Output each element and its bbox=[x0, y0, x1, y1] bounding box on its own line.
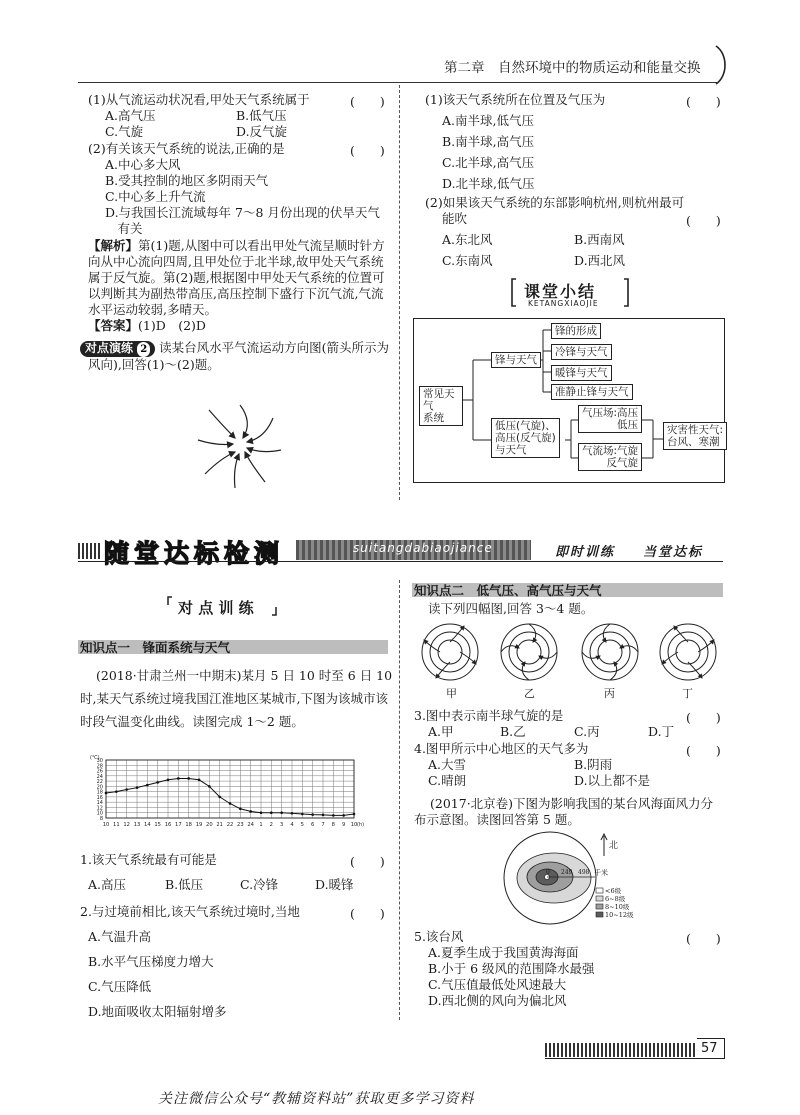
q2-option-c[interactable]: C.中心多上升气流 bbox=[105, 189, 206, 204]
rq1-stem: (1)该天气系统所在位置及气压为 bbox=[425, 92, 606, 107]
typhoon-legend bbox=[596, 888, 603, 917]
lq2-stem: 2.与过境前相比,该天气系统过境时,当地 bbox=[80, 904, 300, 919]
chart-x-tick-label: 20 bbox=[206, 822, 213, 828]
chart-data-point bbox=[342, 814, 345, 817]
chart-data-point bbox=[301, 813, 304, 816]
lq2-option-b[interactable]: B.水平气压梯度力增大 bbox=[88, 954, 214, 969]
lq2-option-d[interactable]: D.地面吸收太阳辐射增多 bbox=[88, 1004, 227, 1019]
mindmap-front-item-3: 暖锋与天气 bbox=[551, 365, 612, 381]
chart-x-tick-label: 4 bbox=[290, 822, 294, 828]
drill-tag: 对点演练 2 bbox=[80, 341, 155, 357]
chart-x-tick-label: 13 bbox=[133, 822, 141, 828]
drill-row bbox=[80, 340, 389, 357]
lq2-answer-paren[interactable]: ( ) bbox=[350, 906, 385, 921]
chart-data-point bbox=[239, 807, 242, 810]
rq3-answer-paren[interactable]: ( ) bbox=[686, 710, 721, 725]
typhoon-legend-4: 10~12级 bbox=[605, 911, 634, 919]
intro-line-3: 时段气温变化曲线。读图完成 1～2 题。 bbox=[80, 714, 304, 729]
rq1-option-a[interactable]: A.南半球,低气压 bbox=[442, 113, 534, 128]
chart-y-tick-label: 8 bbox=[99, 816, 103, 822]
q2-option-a[interactable]: A.中心多大风 bbox=[105, 157, 181, 172]
chart-y-tick-label: 18 bbox=[96, 789, 103, 796]
q1-option-b[interactable]: B.低气压 bbox=[236, 108, 287, 123]
rq4-answer-paren[interactable]: ( ) bbox=[686, 743, 721, 758]
chart-data-point bbox=[105, 792, 108, 795]
rq2-stem-1: (2)如果该天气系统的东部影响杭州,则杭州最可 bbox=[425, 195, 685, 210]
summary-pinyin: KETANGXIAOJIE bbox=[528, 299, 599, 308]
mindmap-root: 常见天气 系统 bbox=[419, 386, 463, 426]
rq2-option-b[interactable]: B.西南风 bbox=[574, 232, 625, 247]
rq2-answer-paren[interactable]: ( ) bbox=[686, 213, 721, 228]
chart-data-point bbox=[311, 813, 314, 816]
q2-option-d[interactable]: D.与我国长江流域每年 7～8 月份出现的伏旱天气 bbox=[105, 205, 380, 220]
rq4-option-a[interactable]: A.大雪 bbox=[428, 757, 467, 772]
q2-answer-paren[interactable]: ( ) bbox=[350, 143, 385, 158]
chart-x-tick-label: 6 bbox=[311, 822, 315, 828]
rq2-option-d[interactable]: D.西北风 bbox=[574, 253, 626, 268]
rq1-answer-paren[interactable]: ( ) bbox=[686, 94, 721, 109]
analysis-line-1: 第(1)题,从图中可以看出甲处气流呈顺时针方 bbox=[138, 238, 385, 253]
chart-data-point bbox=[136, 786, 139, 789]
banner-pinyin: suitangdabiaojiance bbox=[353, 541, 493, 555]
chart-x-tick-label: 15 bbox=[154, 822, 161, 828]
chart-data-point bbox=[260, 811, 263, 814]
rq2-stem-2: 能吹 bbox=[442, 211, 468, 226]
chart-y-tick-label: 10 bbox=[96, 810, 103, 817]
banner-title: 随堂达标检测 bbox=[104, 539, 285, 568]
footer-rule bbox=[545, 1058, 725, 1059]
rq3-option-c[interactable]: C.丙 bbox=[574, 724, 600, 739]
chart-y-axis-label: (℃) bbox=[90, 755, 100, 761]
chart-data-point bbox=[218, 796, 221, 799]
chart-x-tick-label: 8 bbox=[331, 822, 335, 828]
chart-x-tick-label: 22 bbox=[226, 822, 234, 828]
rq2-option-a[interactable]: A.东北风 bbox=[442, 232, 493, 247]
mindmap-pressure: 低压(气旋)、 高压(反气旋) 与天气 bbox=[491, 418, 560, 458]
chart-y-tick-label: 28 bbox=[96, 763, 103, 770]
q2-option-b[interactable]: B.受其控制的地区多阴雨天气 bbox=[105, 173, 269, 188]
analysis-line-2: 向从中心流向四周,且甲处位于北半球,故甲处天气系统 bbox=[88, 254, 384, 269]
fig-yi-icon bbox=[501, 624, 557, 680]
chart-y-tick-label: 30 bbox=[96, 758, 103, 764]
chart-x-tick-label: 10 bbox=[350, 822, 358, 828]
fig-jia-icon bbox=[422, 624, 478, 680]
footer-note: 关注微信公众号“教辅资料站”获取更多学习资料 bbox=[158, 1091, 475, 1107]
rq5-option-d[interactable]: D.西北侧的风向为偏北风 bbox=[428, 993, 567, 1008]
drill-text: 读某台风水平气流运动方向图(箭头所示为 bbox=[159, 340, 390, 355]
banner-slogan-1: 即时训练 bbox=[555, 545, 616, 560]
drill-text-2: 风向),回答(1)～(2)题。 bbox=[88, 357, 220, 372]
fig-label-bing: 丙 bbox=[604, 687, 615, 700]
chart-x-tick-label: 19 bbox=[195, 822, 203, 828]
fig-label-ding: 丁 bbox=[682, 687, 693, 700]
rq1-option-b[interactable]: B.南半球,高气压 bbox=[442, 134, 535, 149]
typhoon-scale-249: 249 bbox=[561, 869, 573, 876]
typhoon-legend-3: 8~10级 bbox=[605, 903, 630, 911]
q1-stem: (1)从气流运动状况看,甲处天气系统属于 bbox=[88, 92, 310, 107]
fig-label-jia: 甲 bbox=[446, 687, 457, 700]
kp2-title: 知识点二 低气压、高气压与天气 bbox=[414, 583, 602, 598]
chart-data-point bbox=[177, 777, 180, 780]
chart-data-point bbox=[249, 810, 252, 813]
mindmap-flow-field: 气流场:气旋 反气旋 bbox=[578, 443, 642, 471]
rq4-option-b[interactable]: B.阴雨 bbox=[574, 757, 613, 772]
rq4-option-d[interactable]: D.以上都不是 bbox=[574, 773, 651, 788]
mindmap-pressure-field: 气压场:高压 低压 bbox=[578, 405, 642, 433]
chart-x-tick-label: 18 bbox=[185, 822, 192, 828]
chart-data-point bbox=[198, 778, 201, 781]
chart-y-tick-label: 12 bbox=[96, 805, 103, 812]
analysis-label: 【解析】 bbox=[88, 238, 139, 253]
fig-label-yi: 乙 bbox=[524, 687, 535, 700]
typhoon-legend-2: 6~8级 bbox=[605, 895, 626, 903]
chart-data-point bbox=[167, 778, 170, 781]
rq5-option-b[interactable]: B.小于 6 级风的范围降水最强 bbox=[428, 961, 595, 976]
q1-option-c[interactable]: C.气旋 bbox=[105, 124, 144, 139]
lq1-stem: 1.该天气系统最有可能是 bbox=[80, 852, 217, 867]
typhoon-legend-1: <6级 bbox=[605, 887, 622, 895]
rb-intro2-1: (2017·北京卷)下图为影响我国的某台风海面风力分 bbox=[430, 796, 714, 811]
analysis-line-5: 水平运动较弱,多晴天。 bbox=[88, 302, 217, 317]
drill-num: 2 bbox=[137, 342, 150, 357]
lq2-option-c[interactable]: C.气压降低 bbox=[88, 979, 152, 994]
mindmap-hazard: 灾害性天气: 台风、寒潮 bbox=[663, 422, 727, 450]
q1-option-d[interactable]: D.反气旋 bbox=[236, 124, 288, 139]
banner-slogan-2: 当堂达标 bbox=[643, 545, 704, 560]
summary-heading bbox=[510, 276, 630, 314]
chart-data-point bbox=[125, 788, 128, 791]
rq2-option-c[interactable]: C.东南风 bbox=[442, 253, 493, 268]
lq1-option-a[interactable]: A.高压 bbox=[88, 877, 127, 892]
rq3-option-a[interactable]: A.甲 bbox=[428, 724, 454, 739]
typhoon-scale-498: 498 bbox=[578, 869, 590, 876]
rq3-option-d[interactable]: D.丁 bbox=[648, 724, 675, 739]
chart-data-point bbox=[322, 814, 325, 817]
rq5-option-a[interactable]: A.夏季生成于我国黄海海面 bbox=[428, 945, 579, 960]
chart-x-tick-label: 5 bbox=[300, 822, 304, 828]
chart-x-tick-label: 3 bbox=[280, 822, 284, 828]
rq5-option-c[interactable]: C.气压值最低处风速最大 bbox=[428, 977, 567, 992]
chart-y-tick-label: 14 bbox=[96, 800, 103, 807]
intro-line-2: 时,某天气系统过境我国江淮地区某城市,下图为该城市该 bbox=[80, 691, 388, 706]
page-number-box bbox=[697, 1038, 725, 1058]
column-divider-top bbox=[399, 85, 400, 500]
chart-y-tick-label: 22 bbox=[96, 779, 103, 786]
answer-label: 【答案】 bbox=[88, 318, 139, 333]
chart-x-tick-label: 16 bbox=[164, 822, 172, 828]
answer-text: (1)D (2)D bbox=[138, 318, 206, 333]
chart-data-point bbox=[115, 790, 118, 793]
q2-stem: (2)有关该天气系统的说法,正确的是 bbox=[88, 141, 285, 156]
rq1-option-c[interactable]: C.北半球,高气压 bbox=[442, 155, 535, 170]
chart-x-tick-label: 9 bbox=[342, 822, 346, 828]
chart-x-axis-label: (h) bbox=[357, 822, 365, 828]
chart-data-point bbox=[146, 784, 149, 787]
lq1-option-b[interactable]: B.低压 bbox=[165, 877, 204, 892]
fig-ding-icon bbox=[660, 624, 716, 680]
rq5-stem: 5.该台风 bbox=[414, 929, 464, 944]
chart-x-tick-label: 7 bbox=[321, 822, 325, 828]
rq4-option-c[interactable]: C.晴朗 bbox=[428, 773, 467, 788]
mindmap-front-item-1: 锋的形成 bbox=[551, 323, 601, 339]
chart-data-point bbox=[156, 781, 159, 784]
analysis-line-4: 以判断其为副热带高压,高压控制下盛行下沉气流,气流 bbox=[88, 286, 384, 301]
typhoon-scale-unit: 千米 bbox=[594, 869, 608, 877]
chart-x-tick-label: 17 bbox=[175, 822, 182, 828]
chart-x-tick-label: 12 bbox=[123, 822, 130, 828]
rq1-option-d[interactable]: D.北半球,低气压 bbox=[442, 176, 535, 191]
header-bracket-icon bbox=[712, 44, 732, 86]
analysis-line-3: 属于反气旋。第(2)题,根据图中甲处天气系统的位置可 bbox=[88, 270, 385, 285]
chart-y-tick-label: 16 bbox=[96, 794, 103, 801]
chart-data-point bbox=[208, 785, 211, 788]
summary-title: 课堂小结 bbox=[524, 282, 597, 301]
chart-data-point bbox=[332, 814, 335, 817]
page-number: 57 bbox=[701, 1041, 718, 1056]
typhoon-north-label: 北 bbox=[609, 841, 619, 851]
rq3-stem: 3.图中表示南半球气旋的是 bbox=[414, 708, 564, 723]
lq2-option-a[interactable]: A.气温升高 bbox=[88, 929, 152, 944]
four-pressure-figures bbox=[412, 620, 727, 702]
q1-answer-paren[interactable]: ( ) bbox=[350, 94, 385, 109]
chart-y-tick-label: 24 bbox=[96, 773, 103, 780]
chart-data-point bbox=[280, 811, 283, 814]
chart-x-tick-label: 11 bbox=[113, 822, 120, 828]
chart-x-tick-label: 23 bbox=[237, 822, 244, 828]
q2-option-d-cont: 有关 bbox=[105, 221, 143, 236]
chart-x-tick-label: 14 bbox=[144, 822, 151, 828]
lq1-answer-paren[interactable]: ( ) bbox=[350, 854, 385, 869]
rq3-option-b[interactable]: B.乙 bbox=[500, 724, 526, 739]
chart-data-point bbox=[187, 777, 190, 780]
fig-bing-icon bbox=[582, 624, 638, 680]
chart-data-point bbox=[291, 812, 294, 815]
intro-line-1: (2018·甘肃兰州一中期末)某月 5 日 10 时至 6 日 10 bbox=[96, 668, 393, 683]
chart-x-tick-label: 21 bbox=[216, 822, 223, 828]
chart-x-tick-label: 24 bbox=[247, 822, 254, 828]
banner-rule bbox=[78, 561, 723, 562]
chart-data-point bbox=[353, 813, 356, 816]
chart-data-point bbox=[270, 811, 273, 814]
banner-stripes-left bbox=[78, 543, 100, 559]
typhoon-scale-0: 0 bbox=[546, 869, 550, 876]
header-rule bbox=[78, 82, 718, 83]
lq1-option-c[interactable]: C.冷锋 bbox=[240, 877, 279, 892]
kp1-title: 知识点一 锋面系统与天气 bbox=[80, 640, 231, 655]
chart-y-tick-label: 26 bbox=[96, 768, 103, 775]
temperature-chart bbox=[84, 752, 384, 834]
rq5-answer-paren[interactable]: ( ) bbox=[686, 931, 721, 946]
chart-x-tick-label: 2 bbox=[269, 822, 273, 828]
chart-y-tick-label: 20 bbox=[96, 784, 103, 791]
mindmap-front: 锋与天气 bbox=[491, 352, 541, 368]
column-divider-bottom bbox=[399, 580, 400, 1020]
footer-stripes bbox=[545, 1043, 695, 1057]
chart-x-tick-label: 10 bbox=[102, 822, 110, 828]
rb-intro2-2: 布示意图。读图回答第 5 题。 bbox=[414, 812, 580, 827]
chapter-header: 第二章 自然环境中的物质运动和能量交换 bbox=[444, 60, 701, 76]
typhoon-flow-diagram bbox=[195, 400, 285, 490]
chart-data-point bbox=[229, 802, 232, 805]
mindmap-front-item-4: 准静止锋与天气 bbox=[551, 384, 633, 400]
rq4-stem: 4.图甲所示中心地区的天气多为 bbox=[414, 741, 589, 756]
chart-x-tick-label: 1 bbox=[259, 822, 263, 828]
mindmap-front-item-2: 冷锋与天气 bbox=[551, 344, 612, 360]
rb-intro: 读下列四幅图,回答 3～4 题。 bbox=[428, 601, 594, 616]
q1-option-a[interactable]: A.高气压 bbox=[105, 108, 156, 123]
lq1-option-d[interactable]: D.暖锋 bbox=[315, 877, 354, 892]
